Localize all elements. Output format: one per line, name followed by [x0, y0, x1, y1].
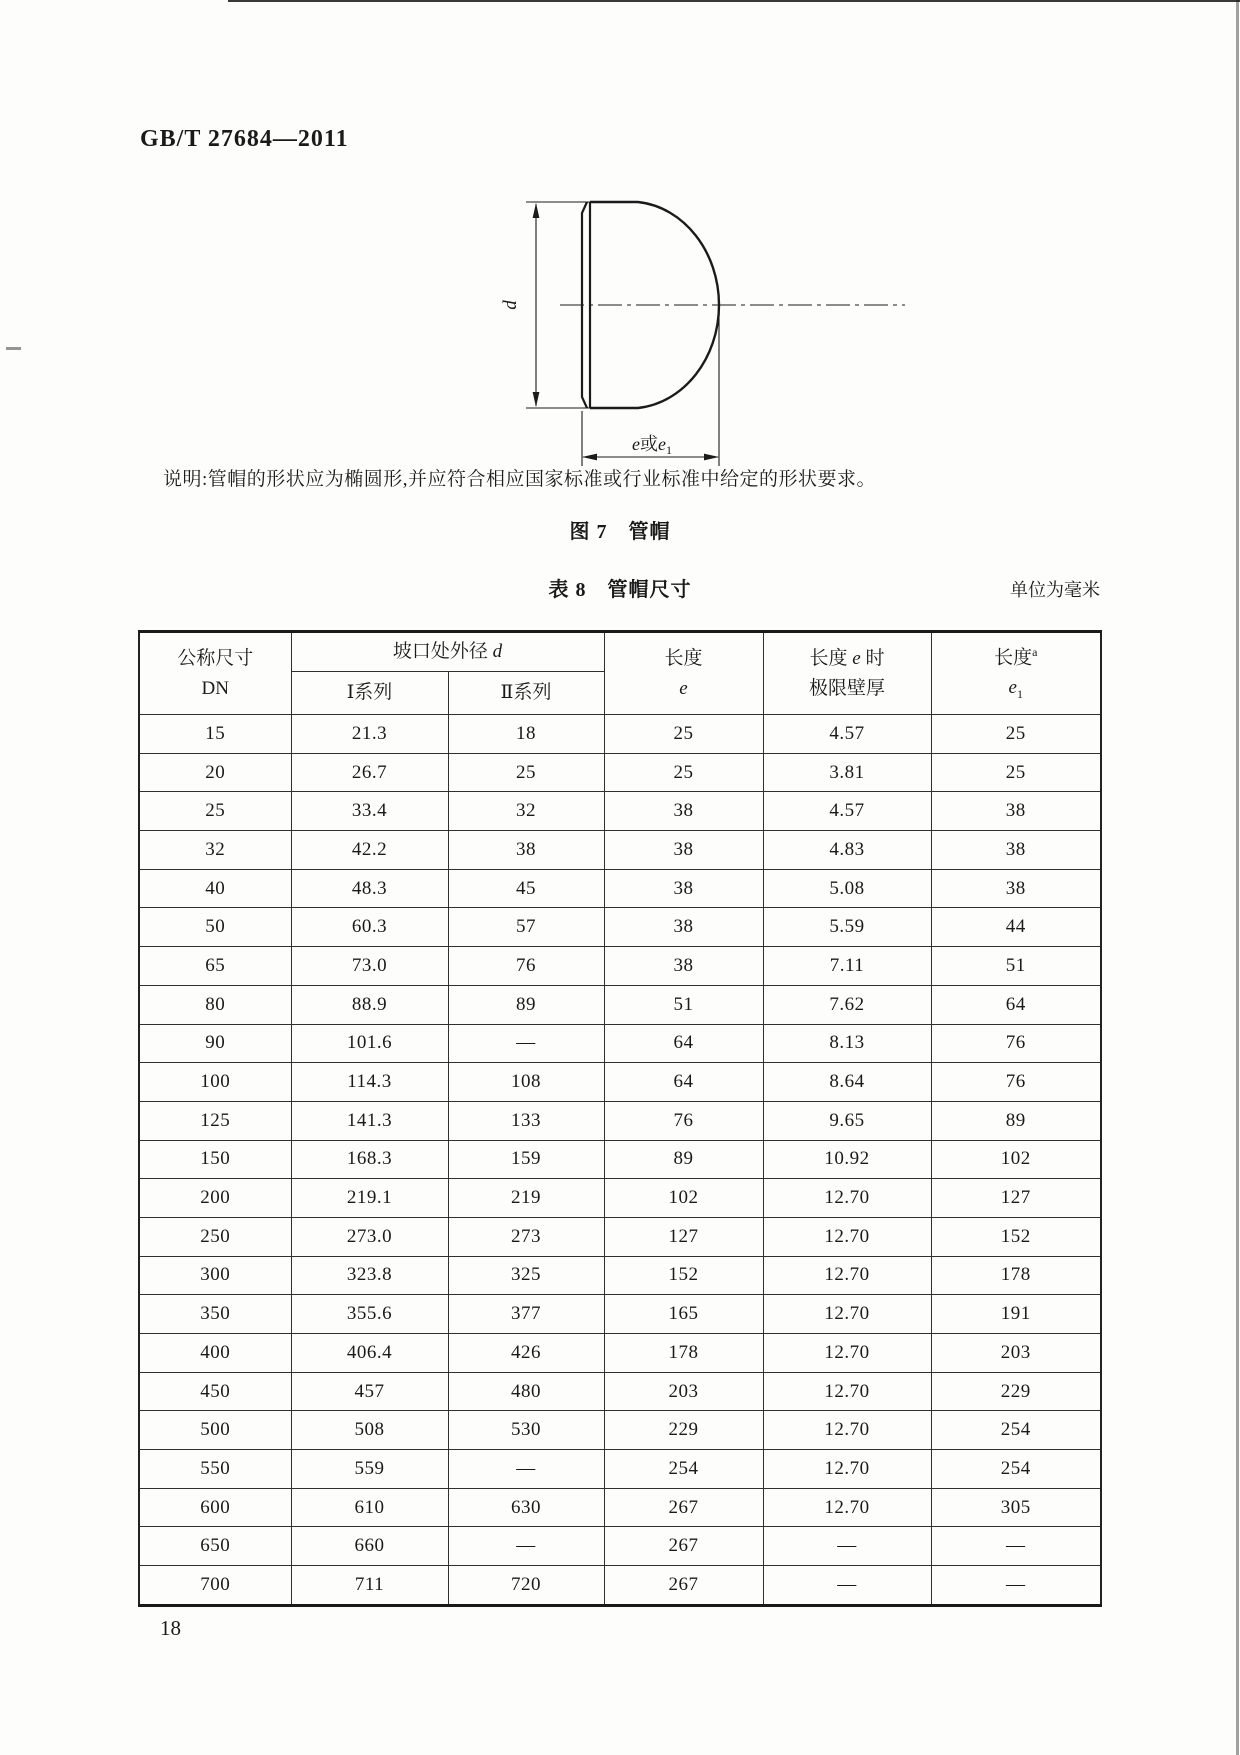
table-cell: — — [931, 1527, 1101, 1566]
header-dn: 公称尺寸 DN — [139, 632, 291, 715]
table-row — [139, 1295, 1101, 1334]
table-cell: 8.64 — [763, 1063, 931, 1102]
table-cell: 76 — [604, 1101, 763, 1140]
dim-d-label: d — [500, 300, 521, 310]
header-outside-diameter-group: 坡口处外径 d — [291, 632, 604, 672]
header-length-e: 长度 e — [604, 632, 763, 715]
table-cell: 12.70 — [763, 1334, 931, 1373]
table-cell: 350 — [139, 1295, 291, 1334]
table-cell: 108 — [448, 1063, 604, 1102]
standard-code: GB/T 27684—2011 — [140, 126, 349, 152]
table-cell: 159 — [448, 1140, 604, 1179]
table-row — [139, 1488, 1101, 1527]
table-cell: 9.65 — [763, 1101, 931, 1140]
header-series-2: Ⅱ系列 — [448, 672, 604, 715]
table-row — [139, 1566, 1101, 1606]
table-cell: 7.11 — [763, 947, 931, 986]
table-cell: 114.3 — [291, 1063, 448, 1102]
page-number: 18 — [160, 1616, 181, 1640]
table-cell: 76 — [931, 1024, 1101, 1063]
table-row — [139, 831, 1101, 870]
table-header — [139, 632, 1101, 715]
table-cell: — — [448, 1527, 604, 1566]
table-row — [139, 869, 1101, 908]
table-cell: 400 — [139, 1334, 291, 1373]
table-cell: 64 — [931, 985, 1101, 1024]
table-cell: 25 — [604, 715, 763, 754]
table-cell: 32 — [139, 831, 291, 870]
table-cell: 229 — [931, 1372, 1101, 1411]
table-cell: 32 — [448, 792, 604, 831]
table-cell: 133 — [448, 1101, 604, 1140]
table-cell: — — [763, 1566, 931, 1606]
table-cell: 38 — [604, 947, 763, 986]
table-cell: 38 — [448, 831, 604, 870]
table-row — [139, 1372, 1101, 1411]
table-cell: 101.6 — [291, 1024, 448, 1063]
table-cell: 51 — [604, 985, 763, 1024]
table-cell: — — [448, 1450, 604, 1489]
table-cell: 12.70 — [763, 1217, 931, 1256]
table-cell: 89 — [931, 1101, 1101, 1140]
table-cell: 630 — [448, 1488, 604, 1527]
table-cell: 102 — [604, 1179, 763, 1218]
table-cell: 20 — [139, 753, 291, 792]
table-cell: 4.57 — [763, 792, 931, 831]
table-cell: — — [931, 1566, 1101, 1606]
table-cell: 25 — [448, 753, 604, 792]
table-row — [139, 1101, 1101, 1140]
table-cell: 12.70 — [763, 1256, 931, 1295]
table-cell: 64 — [604, 1063, 763, 1102]
table-cell: 200 — [139, 1179, 291, 1218]
table-cell: 38 — [604, 792, 763, 831]
table-cell: 450 — [139, 1372, 291, 1411]
table-cell: 12.70 — [763, 1450, 931, 1489]
table-cell: 267 — [604, 1488, 763, 1527]
table-title: 表 8 管帽尺寸 — [548, 579, 692, 601]
table-body — [139, 715, 1101, 1606]
figure-caption: 图 7 管帽 — [569, 521, 671, 543]
table-cell: 38 — [604, 831, 763, 870]
table-cell: 530 — [448, 1411, 604, 1450]
table-row — [139, 753, 1101, 792]
scan-artifact-right-edge — [1236, 0, 1239, 1755]
table-cell: 254 — [931, 1411, 1101, 1450]
table-cell: 7.62 — [763, 985, 931, 1024]
table-cell: 12.70 — [763, 1179, 931, 1218]
table-row — [139, 1024, 1101, 1063]
table-cell: 90 — [139, 1024, 291, 1063]
table-unit-note: 单位为毫米 — [1010, 580, 1100, 600]
table-cell: 10.92 — [763, 1140, 931, 1179]
table-cell: 273 — [448, 1217, 604, 1256]
table-cell: 152 — [931, 1217, 1101, 1256]
table-row — [139, 1334, 1101, 1373]
table-cell: 125 — [139, 1101, 291, 1140]
table-cell: 152 — [604, 1256, 763, 1295]
table-row — [139, 985, 1101, 1024]
table-row — [139, 1140, 1101, 1179]
table-row — [139, 1256, 1101, 1295]
table-cell: 12.70 — [763, 1488, 931, 1527]
table-cell: — — [763, 1527, 931, 1566]
table-cell: 457 — [291, 1372, 448, 1411]
figure-note: 说明:管帽的形状应为椭圆形,并应符合相应国家标准或行业标准中给定的形状要求。 — [163, 469, 877, 490]
table-cell: 45 — [448, 869, 604, 908]
table-cell: 12.70 — [763, 1295, 931, 1334]
table-cell: 203 — [604, 1372, 763, 1411]
table-cell: 26.7 — [291, 753, 448, 792]
table-cell: 42.2 — [291, 831, 448, 870]
table-cell: 8.13 — [763, 1024, 931, 1063]
table-cell: 480 — [448, 1372, 604, 1411]
table-cell: 711 — [291, 1566, 448, 1606]
table-cell: 219.1 — [291, 1179, 448, 1218]
table-cell: 21.3 — [291, 715, 448, 754]
cap-bevel-edge — [582, 202, 587, 408]
table-cell: 250 — [139, 1217, 291, 1256]
table-cell: 191 — [931, 1295, 1101, 1334]
table-cell: 12.70 — [763, 1411, 931, 1450]
table-cell: 76 — [448, 947, 604, 986]
table-cell: 660 — [291, 1527, 448, 1566]
table-cell: 141.3 — [291, 1101, 448, 1140]
table-cell: 73.0 — [291, 947, 448, 986]
table-cell: 25 — [139, 792, 291, 831]
table-row — [139, 1063, 1101, 1102]
table-cell: 64 — [604, 1024, 763, 1063]
header-series-1: Ⅰ系列 — [291, 672, 448, 715]
table-cell: 127 — [931, 1179, 1101, 1218]
table-cell: 720 — [448, 1566, 604, 1606]
table-row — [139, 1527, 1101, 1566]
table-cell: 57 — [448, 908, 604, 947]
table-cell: 40 — [139, 869, 291, 908]
table-cell: 44 — [931, 908, 1101, 947]
header-limit-wall-thickness: 长度 e 时 极限壁厚 — [763, 632, 931, 715]
table-cell: 323.8 — [291, 1256, 448, 1295]
table-cell: 33.4 — [291, 792, 448, 831]
table-cell: 355.6 — [291, 1295, 448, 1334]
table-cell: 610 — [291, 1488, 448, 1527]
table-cell: 550 — [139, 1450, 291, 1489]
dim-e-label: e或$e_1$ — [632, 434, 672, 457]
table-cell: 150 — [139, 1140, 291, 1179]
table-cell: 178 — [931, 1256, 1101, 1295]
table-cell: 15 — [139, 715, 291, 754]
table-cell: 500 — [139, 1411, 291, 1450]
table-cell: — — [448, 1024, 604, 1063]
table-row — [139, 1179, 1101, 1218]
table-cell: 38 — [604, 908, 763, 947]
table-cell: 377 — [448, 1295, 604, 1334]
table-cell: 168.3 — [291, 1140, 448, 1179]
dim-e-arrow-left — [582, 454, 597, 461]
table-cell: 165 — [604, 1295, 763, 1334]
table-cell: 38 — [604, 869, 763, 908]
table-row — [139, 715, 1101, 754]
table-cell: 267 — [604, 1527, 763, 1566]
table-cell: 12.70 — [763, 1372, 931, 1411]
table-cell: 38 — [931, 792, 1101, 831]
table-cell: 89 — [604, 1140, 763, 1179]
table-cell: 4.83 — [763, 831, 931, 870]
table-cell: 203 — [931, 1334, 1101, 1373]
header-length-e1: 长度$^a$ $e_1$ — [931, 632, 1101, 715]
table-cell: 178 — [604, 1334, 763, 1373]
table-cell: 51 — [931, 947, 1101, 986]
table-cell: 80 — [139, 985, 291, 1024]
table-cell: 127 — [604, 1217, 763, 1256]
table-row — [139, 792, 1101, 831]
table-row — [139, 1411, 1101, 1450]
table-cell: 48.3 — [291, 869, 448, 908]
table-cell: 600 — [139, 1488, 291, 1527]
table-cell: 50 — [139, 908, 291, 947]
table-cell: 5.08 — [763, 869, 931, 908]
table-cell: 325 — [448, 1256, 604, 1295]
table-cell: 102 — [931, 1140, 1101, 1179]
table-row — [139, 908, 1101, 947]
dim-d-arrow-top — [533, 203, 540, 218]
table-row — [139, 947, 1101, 986]
table-cell: 60.3 — [291, 908, 448, 947]
table-cell: 76 — [931, 1063, 1101, 1102]
table-cell: 229 — [604, 1411, 763, 1450]
table-cell: 25 — [931, 715, 1101, 754]
scan-artifact-left-dash — [6, 347, 21, 350]
table-cell: 406.4 — [291, 1334, 448, 1373]
table-cell: 267 — [604, 1566, 763, 1606]
pipe-cap-dimensions-table — [138, 630, 1102, 1607]
table-cell: 254 — [931, 1450, 1101, 1489]
table-row — [139, 1450, 1101, 1489]
table-cell: 65 — [139, 947, 291, 986]
pipe-cap-drawing — [430, 173, 930, 473]
dim-d-arrow-bottom — [533, 392, 540, 407]
table-cell: 508 — [291, 1411, 448, 1450]
table-cell: 4.57 — [763, 715, 931, 754]
table-cell: 300 — [139, 1256, 291, 1295]
dim-e-arrow-right — [704, 454, 719, 461]
table-cell: 38 — [931, 869, 1101, 908]
table-cell: 38 — [931, 831, 1101, 870]
table-cell: 559 — [291, 1450, 448, 1489]
table-cell: 700 — [139, 1566, 291, 1606]
table-cell: 3.81 — [763, 753, 931, 792]
table-cell: 25 — [931, 753, 1101, 792]
table-cell: 5.59 — [763, 908, 931, 947]
table-cell: 100 — [139, 1063, 291, 1102]
table-cell: 18 — [448, 715, 604, 754]
table-cell: 88.9 — [291, 985, 448, 1024]
table-cell: 650 — [139, 1527, 291, 1566]
table-cell: 305 — [931, 1488, 1101, 1527]
table-cell: 426 — [448, 1334, 604, 1373]
table-cell: 219 — [448, 1179, 604, 1218]
scan-artifact-top-line — [228, 0, 1240, 2]
table-cell: 89 — [448, 985, 604, 1024]
table-cell: 273.0 — [291, 1217, 448, 1256]
table-cell: 254 — [604, 1450, 763, 1489]
table-row — [139, 1217, 1101, 1256]
table-cell: 25 — [604, 753, 763, 792]
